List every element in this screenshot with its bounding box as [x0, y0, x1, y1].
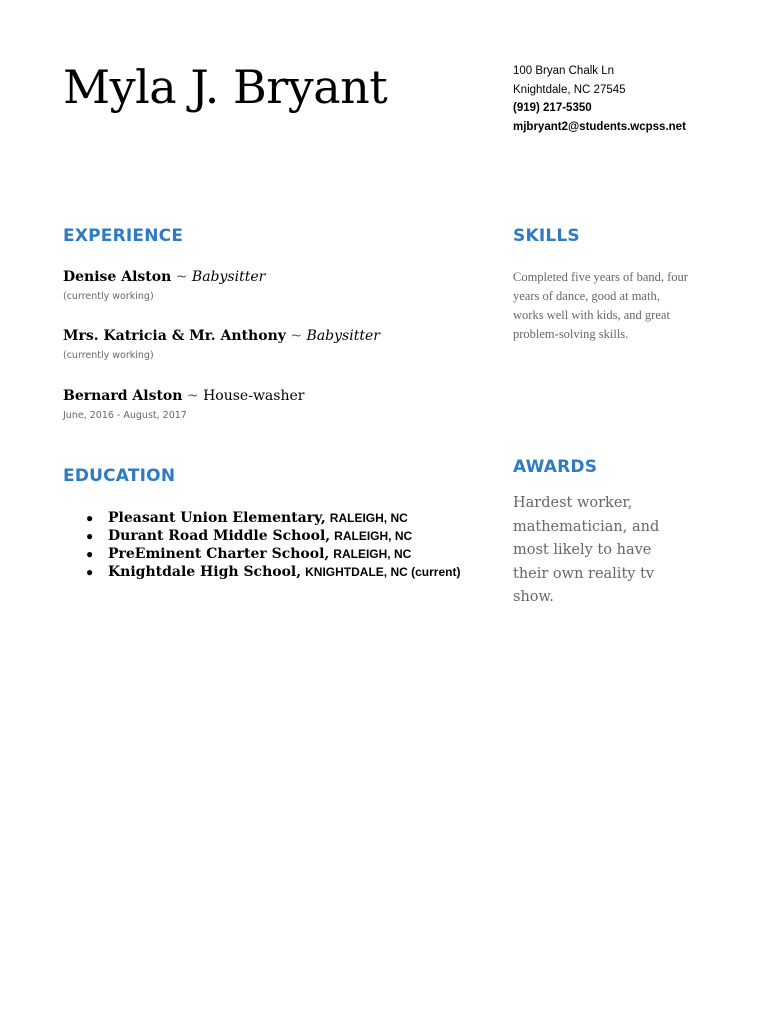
job-role: House-washer	[203, 388, 305, 404]
contact-street: 100 Bryan Chalk Ln	[513, 65, 615, 77]
school-name: PreEminent Charter School,	[108, 546, 330, 562]
bullet-icon: ●	[86, 511, 94, 525]
school-name: Pleasant Union Elementary,	[108, 510, 326, 526]
awards-text: Hardest worker, mathematician, and most likely to have their own reality tv show.	[513, 495, 660, 605]
school-name: Durant Road Middle School,	[108, 528, 331, 544]
experience-heading: EXPERIENCE	[63, 226, 184, 246]
job-title-line	[63, 328, 380, 344]
awards-heading: AWARDS	[513, 457, 598, 477]
job-org: Bernard Alston	[63, 388, 183, 404]
experience-item	[63, 328, 380, 361]
skills-text: Completed five years of band, four years of dance, good at math, works well with kids, and great problem-solving skills.	[513, 270, 688, 341]
education-heading: EDUCATION	[63, 466, 176, 486]
school-name: Knightdale High School,	[108, 564, 302, 580]
contact-city: Knightdale, NC 27545	[513, 83, 626, 96]
contact-block	[513, 62, 688, 136]
job-date: (currently working)	[63, 350, 154, 361]
bullet-icon: ●	[86, 529, 94, 543]
bullet-icon: ●	[86, 547, 94, 561]
job-role: Babysitter	[191, 269, 266, 285]
job-separator: ~	[171, 269, 192, 285]
school-location: RALEIGH, NC	[329, 511, 408, 525]
school-location: RALEIGH, NC	[333, 547, 412, 561]
skills-heading: SKILLS	[513, 226, 580, 246]
school-location: KNIGHTDALE, NC (current)	[305, 565, 461, 579]
education-item	[86, 510, 460, 528]
job-separator: ~	[285, 328, 307, 344]
job-org: Denise Alston	[63, 269, 172, 285]
job-role: Babysitter	[306, 328, 380, 344]
contact-email: mjbryant2@students.wcpss.net	[513, 120, 686, 133]
job-date: June, 2016 - August, 2017	[63, 410, 187, 421]
job-title-line	[63, 269, 265, 285]
school-location: RALEIGH, NC	[334, 529, 413, 543]
education-item	[86, 546, 460, 564]
contact-phone: (919) 217-5350	[513, 102, 592, 114]
experience-item	[63, 388, 304, 421]
job-org: Mrs. Katricia & Mr. Anthony	[63, 328, 286, 344]
job-title-line	[63, 388, 304, 404]
experience-item	[63, 269, 265, 302]
job-separator: ~	[182, 388, 204, 404]
resume-name: Myla J. Bryant	[63, 60, 388, 114]
education-item	[86, 528, 460, 546]
education-item	[86, 564, 460, 582]
bullet-icon: ●	[86, 565, 94, 579]
education-list	[86, 510, 460, 582]
job-date: (currently working)	[63, 291, 154, 302]
